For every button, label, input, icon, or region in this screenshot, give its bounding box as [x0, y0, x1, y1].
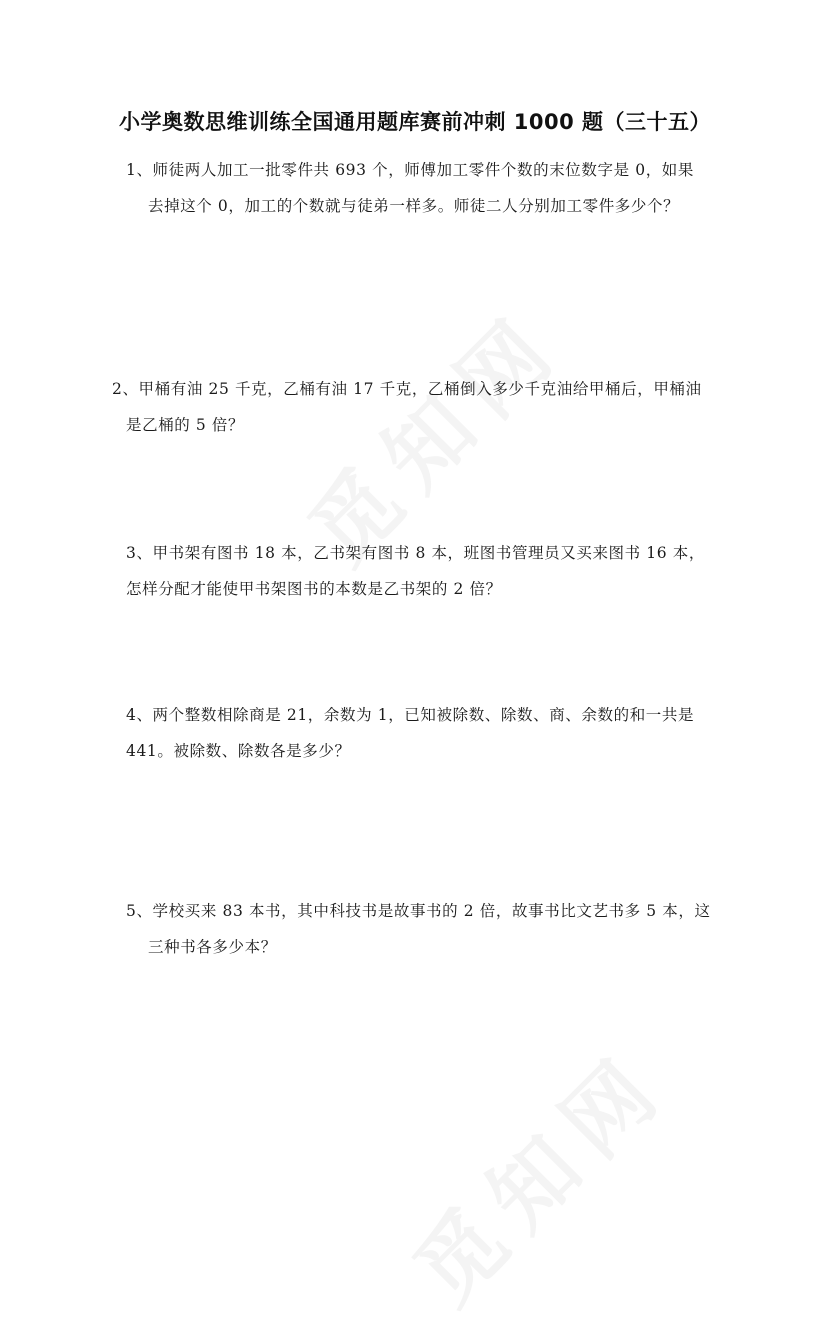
watermark: [382, 1018, 690, 1326]
question-4: [126, 697, 694, 769]
question-line: 1、师徒两人加工一批零件共 693 个，师傅加工零件个数的末位数字是 0，如果: [126, 161, 694, 179]
question-1: [126, 152, 694, 224]
question-line: 441。被除数、除数各是多少？: [126, 742, 351, 760]
question-line: 3、甲书架有图书 18 本，乙书架有图书 8 本，班图书管理员又买来图书 16 本，: [126, 544, 705, 562]
question-line: 5、学校买来 83 本书，其中科技书是故事书的 2 倍，故事书比文艺书多 5 本，这: [126, 902, 711, 920]
question-2: [112, 371, 702, 443]
question-5: [126, 893, 711, 965]
question-line: 2、甲桶有油 25 千克，乙桶有油 17 千克，乙桶倒入多少千克油给甲桶后，甲桶油: [112, 380, 702, 398]
question-line: 是乙桶的 5 倍？: [126, 416, 245, 434]
page-title: 小学奥数思维训练全国通用题库赛前冲刺 1000 题（三十五）: [118, 110, 712, 134]
question-line: 去掉这个 0，加工的个数就与徒弟一样多。师徒二人分别加工零件多少个？: [148, 197, 680, 215]
question-line: 怎样分配才能使甲书架图书的本数是乙书架的 2 倍？: [126, 580, 502, 598]
question-line: 三种书各多少本？: [148, 938, 277, 956]
question-line: 4、两个整数相除商是 21，余数为 1，已知被除数、除数、商、余数的和一共是: [126, 706, 695, 724]
question-3: [126, 535, 705, 607]
